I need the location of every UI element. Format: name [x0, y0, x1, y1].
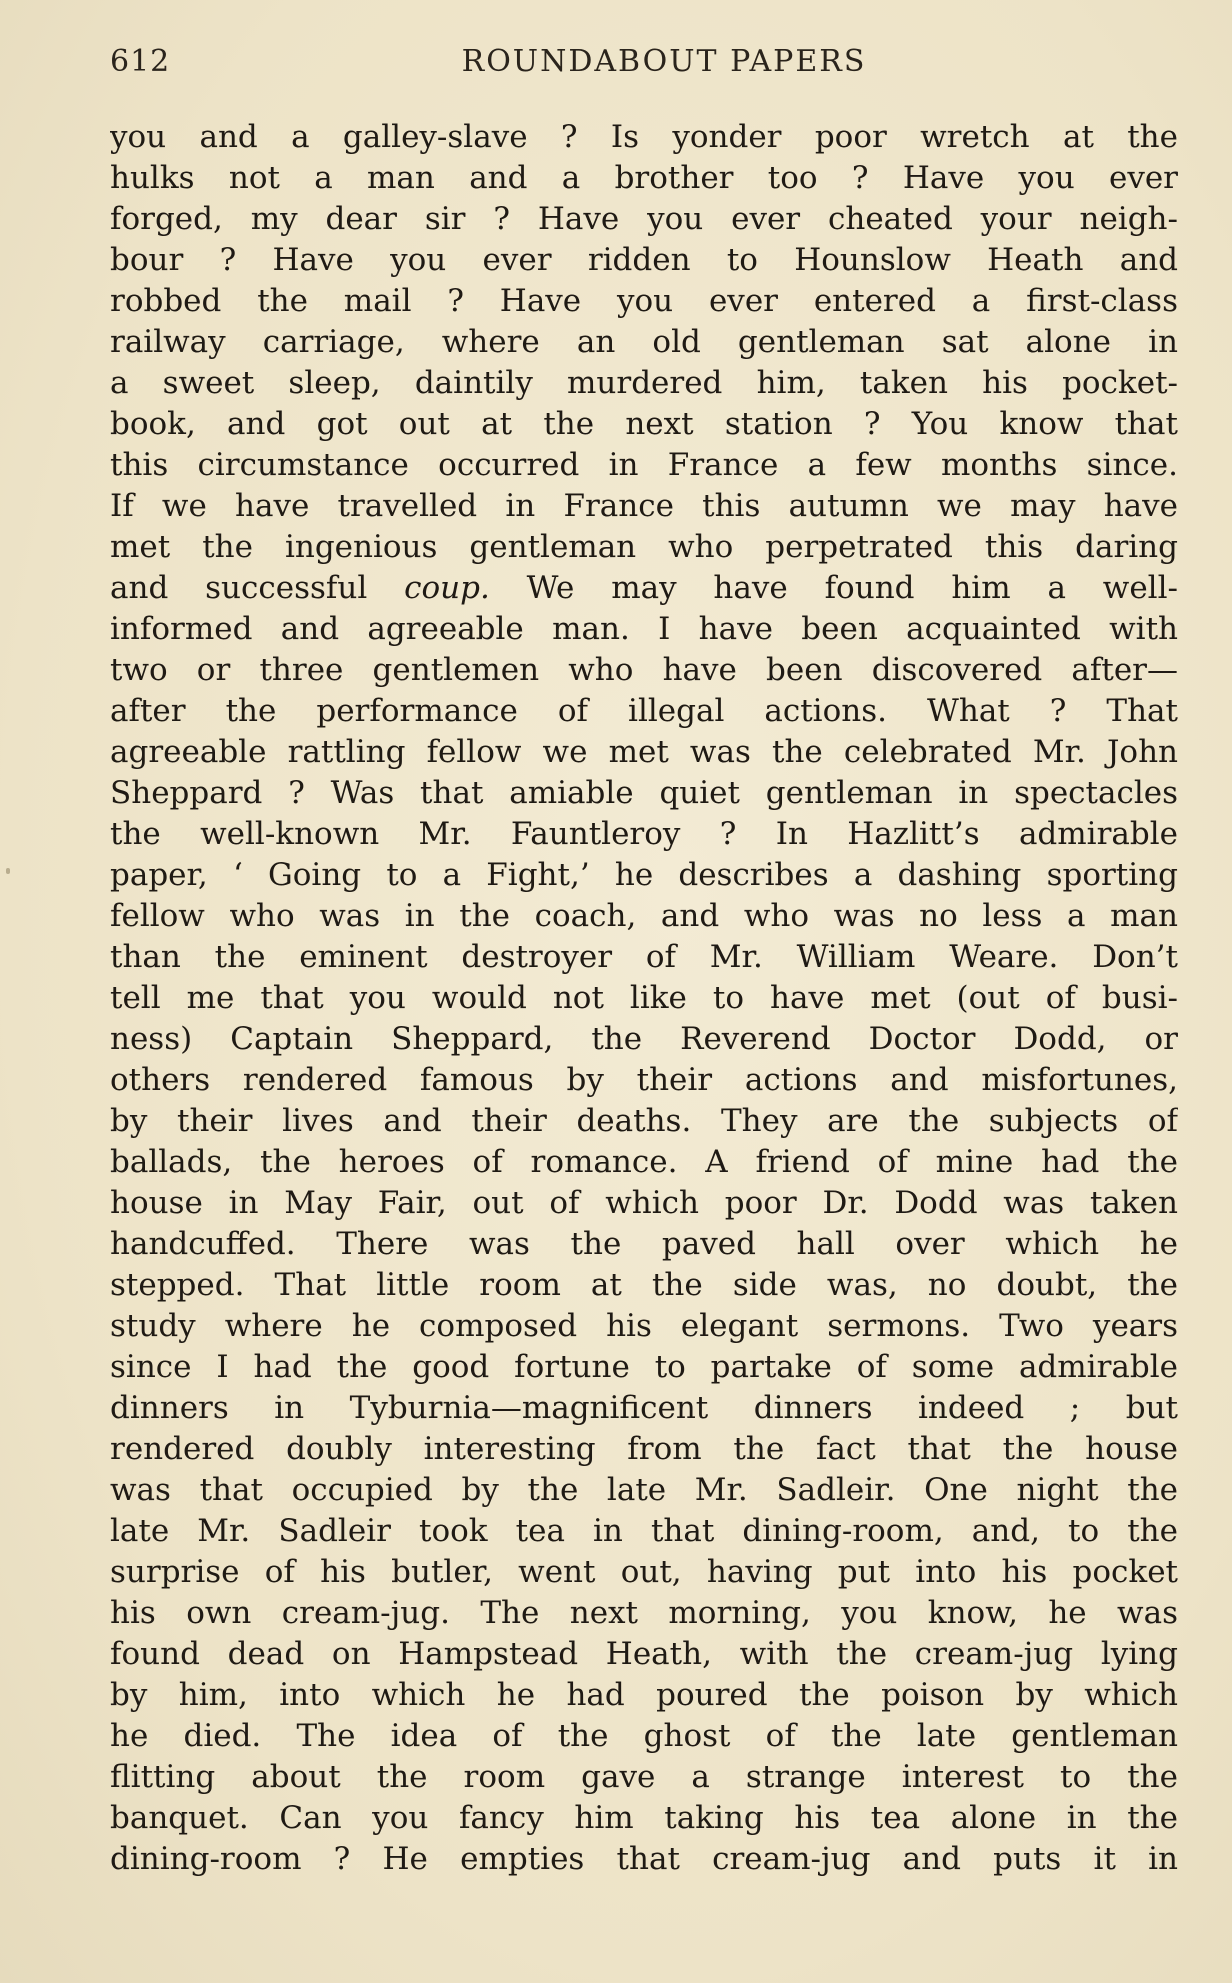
- text-line: this circumstance occurred in France a few months since.: [110, 447, 1178, 483]
- text-line: house in May Fair, out of which poor Dr. Dodd was taken: [110, 1185, 1178, 1221]
- text-line: agreeable rattling fellow we met was the celebrated Mr. John: [110, 734, 1178, 770]
- text-line: two or three gentlemen who have been discovered after—: [110, 652, 1178, 688]
- page-number: 612: [110, 44, 171, 79]
- text-line: dinners in Tyburnia—magnificent dinners indeed ; but: [110, 1390, 1178, 1426]
- text-line: forged, my dear sir ? Have you ever cheated your neigh-: [110, 201, 1178, 237]
- text-line: by their lives and their deaths. They are the subjects of: [110, 1103, 1178, 1139]
- text-line: dining-room ? He empties that cream-jug and puts it in: [110, 1841, 1178, 1877]
- text-line: was that occupied by the late Mr. Sadleir. One night the: [110, 1472, 1178, 1508]
- text-line: tell me that you would not like to have met (out of busi-: [110, 980, 1178, 1016]
- text-line: you and a galley-slave ? Is yonder poor wretch at the: [110, 119, 1178, 155]
- text-line: hulks not a man and a brother too ? Have you ever: [110, 160, 1178, 196]
- text-line: informed and agreeable man. I have been acquainted with: [110, 611, 1178, 647]
- text-line: paper, ‘ Going to a Fight,’ he describes a dashing sporting: [110, 857, 1178, 893]
- text-line: handcuffed. There was the paved hall over which he: [110, 1226, 1178, 1262]
- text-line: others rendered famous by their actions and misfortunes,: [110, 1062, 1178, 1098]
- text-line: robbed the mail ? Have you ever entered a first-class: [110, 283, 1178, 319]
- text-line: his own cream-jug. The next morning, you know, he was: [110, 1595, 1178, 1631]
- text-line: found dead on Hampstead Heath, with the cream-jug lying: [110, 1636, 1178, 1672]
- text-line: book, and got out at the next station ? You know that: [110, 406, 1178, 442]
- text-line: he died. The idea of the ghost of the late gentleman: [110, 1718, 1178, 1754]
- text-line: ballads, the heroes of romance. A friend of mine had the: [110, 1144, 1178, 1180]
- running-title: ROUNDABOUT PAPERS: [461, 44, 867, 79]
- text-line: since I had the good fortune to partake of some admirable: [110, 1349, 1178, 1385]
- italic-word: coup.: [404, 570, 490, 606]
- text-line: than the eminent destroyer of Mr. William Weare. Don’t: [110, 939, 1178, 975]
- text-line: fellow who was in the coach, and who was no less a man: [110, 898, 1178, 934]
- text-line: stepped. That little room at the side was, no doubt, the: [110, 1267, 1178, 1303]
- text-line: and successful coup. We may have found him a well-: [110, 570, 1178, 606]
- text-line: railway carriage, where an old gentleman sat alone in: [110, 324, 1178, 360]
- page-header: [110, 44, 1178, 88]
- text-line: a sweet sleep, daintily murdered him, taken his pocket-: [110, 365, 1178, 401]
- text-line: late Mr. Sadleir took tea in that dining-room, and, to the: [110, 1513, 1178, 1549]
- text-line: flitting about the room gave a strange interest to the: [110, 1759, 1178, 1795]
- text-line: banquet. Can you fancy him taking his tea alone in the: [110, 1800, 1178, 1836]
- text-line: If we have travelled in France this autumn we may have: [110, 488, 1178, 524]
- text-line: surprise of his butler, went out, having put into his pocket: [110, 1554, 1178, 1590]
- body-text: [110, 117, 1178, 1880]
- text-line: study where he composed his elegant sermons. Two years: [110, 1308, 1178, 1344]
- text-line: rendered doubly interesting from the fact that the house: [110, 1431, 1178, 1467]
- text-line: bour ? Have you ever ridden to Hounslow Heath and: [110, 242, 1178, 278]
- text-line: met the ingenious gentleman who perpetrated this daring: [110, 529, 1178, 565]
- text-line: by him, into which he had poured the poison by which: [110, 1677, 1178, 1713]
- paper-speck: [6, 868, 10, 874]
- text-line: the well-known Mr. Fauntleroy ? In Hazlitt’s admirable: [110, 816, 1178, 852]
- text-line: Sheppard ? Was that amiable quiet gentleman in spectacles: [110, 775, 1178, 811]
- text-line: after the performance of illegal actions. What ? That: [110, 693, 1178, 729]
- text-line: ness) Captain Sheppard, the Reverend Doctor Dodd, or: [110, 1021, 1178, 1057]
